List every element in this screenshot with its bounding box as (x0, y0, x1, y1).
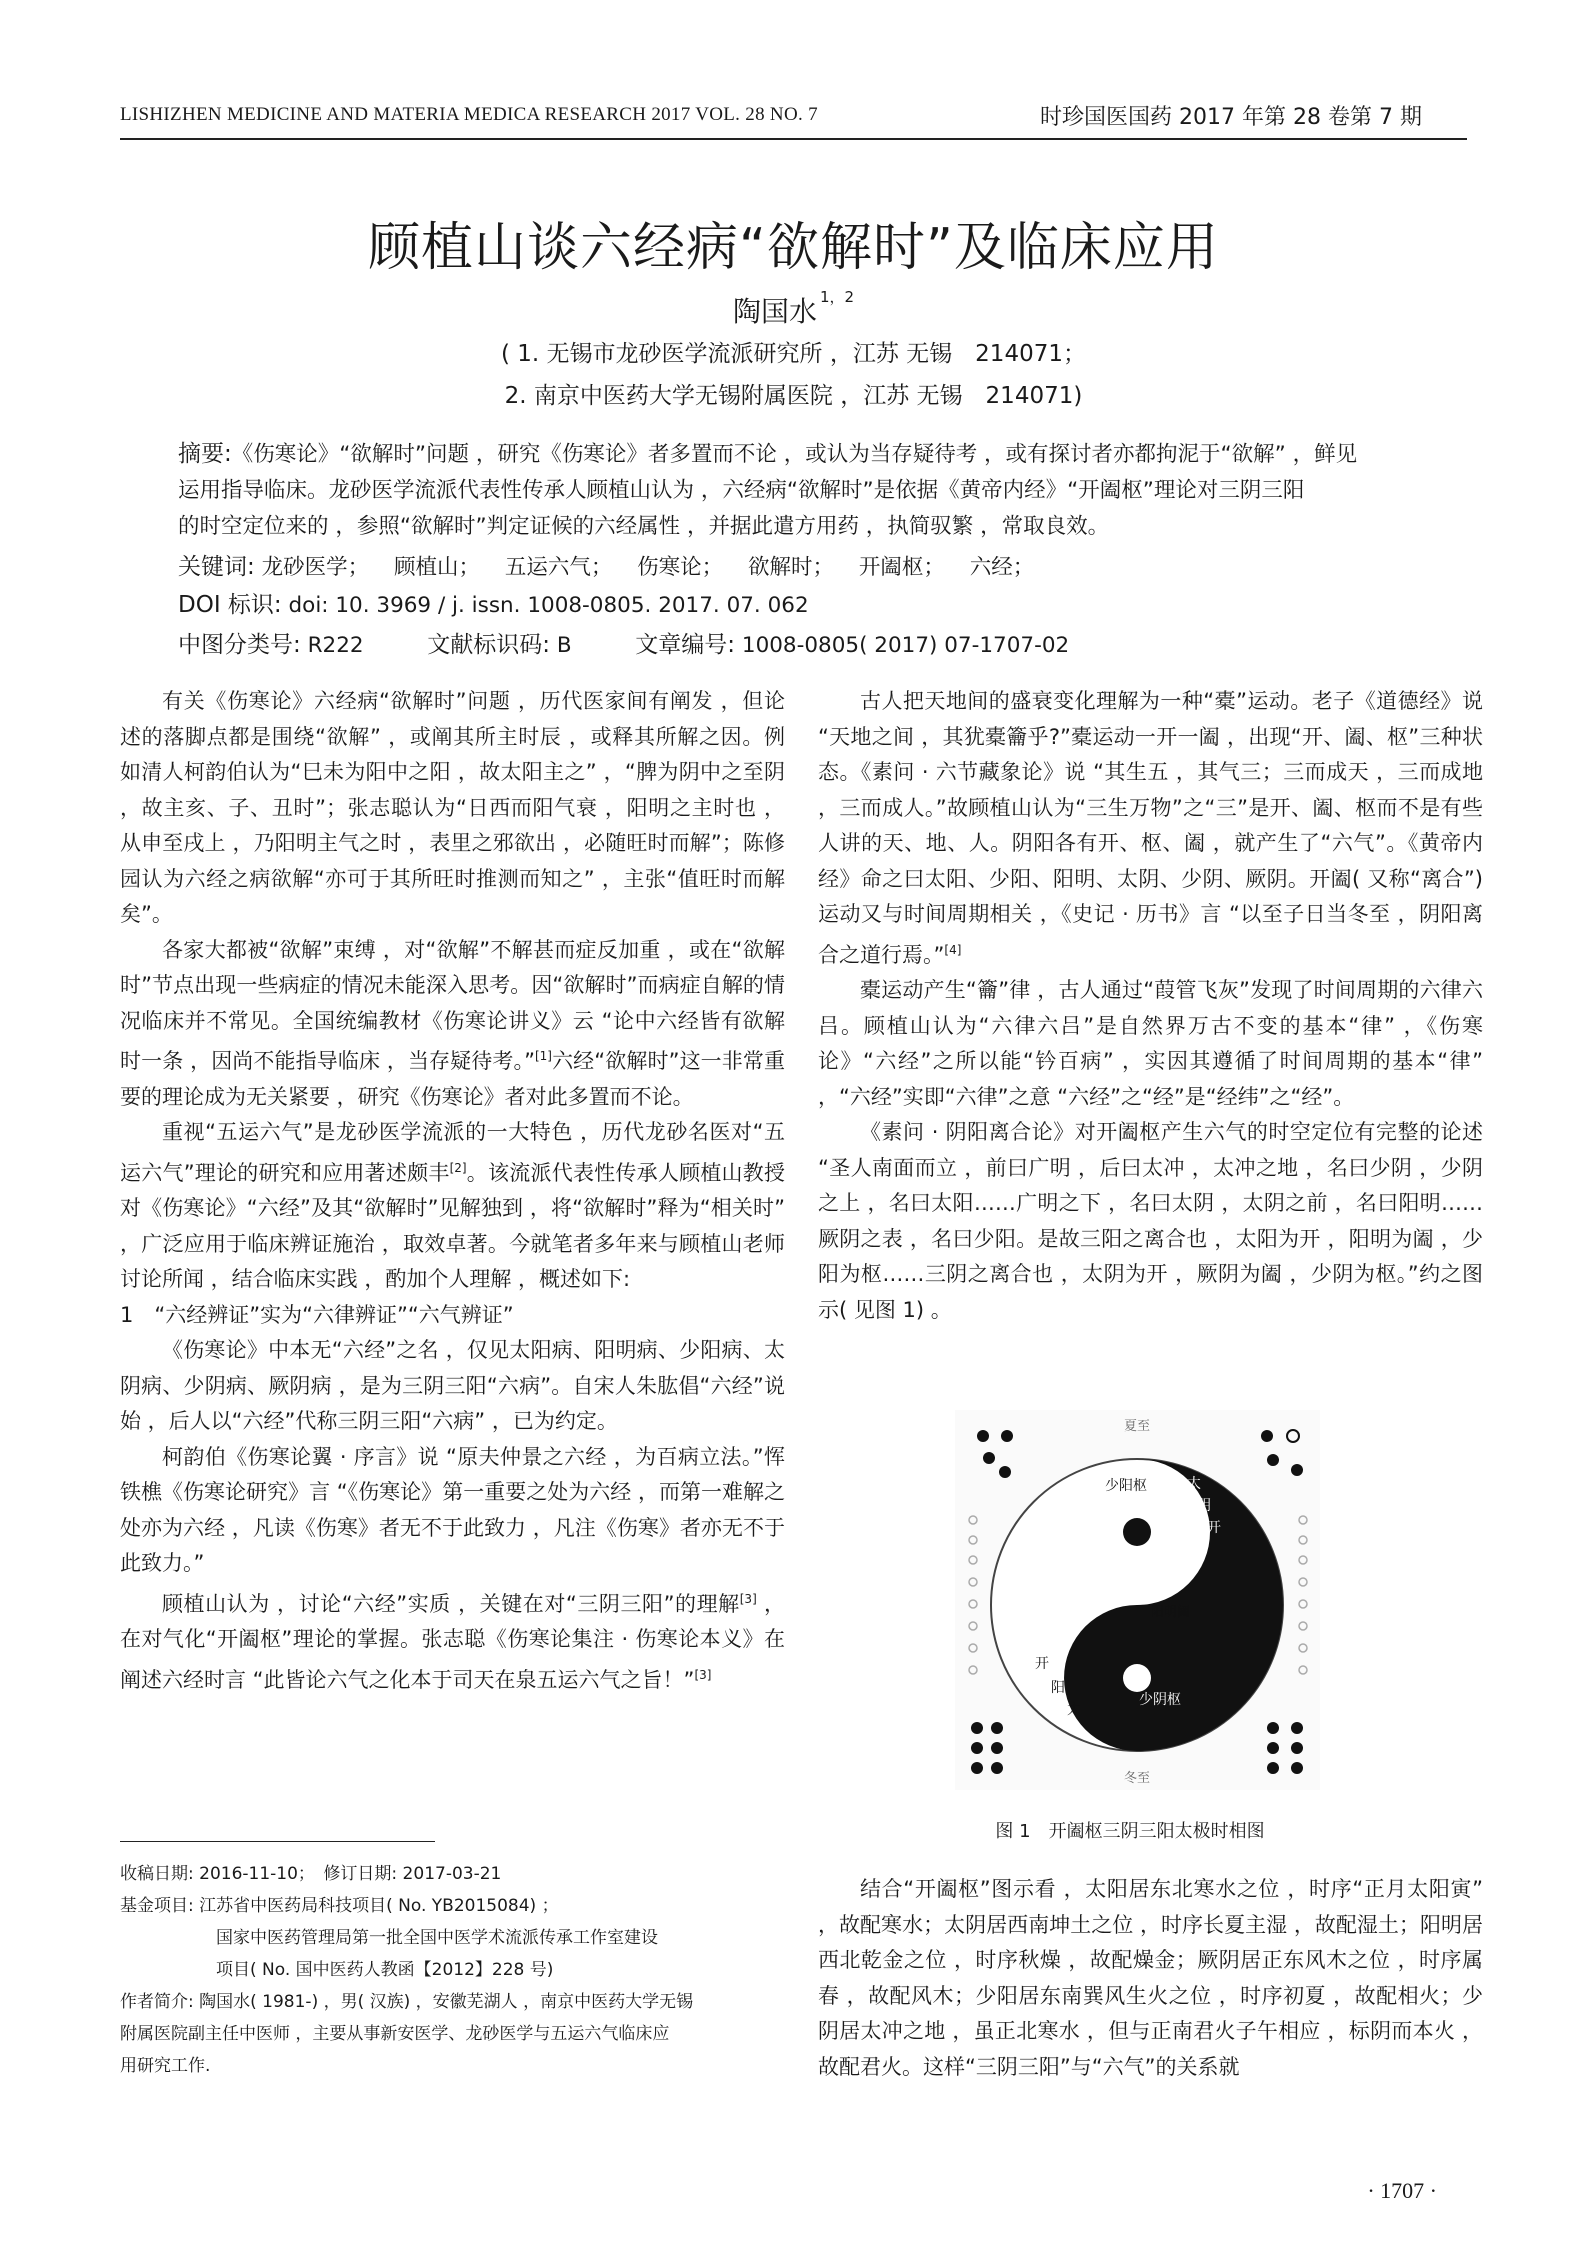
article-title: 顾植山谈六经病“欲解时”及临床应用 (368, 218, 1219, 278)
label-yangming-he: 阳明阖 (1151, 1605, 1191, 1620)
label-taiyang-3: 太 (1067, 1702, 1081, 1718)
clc-label: 中图分类号: (178, 632, 301, 658)
paragraph (120, 1115, 785, 1298)
label-taiyang-2: 阳 (1051, 1680, 1065, 1696)
page-number: · 1707 · (1367, 2178, 1437, 2203)
fund-line: 基金项目: 江苏省中医药局科技项目( No. YB2015084) ； (120, 1896, 559, 1916)
abstract (178, 436, 1428, 545)
label-taiyin-2: 阴 (1197, 1498, 1211, 1514)
right-column-bottom (818, 1872, 1483, 2085)
citation: [3] (739, 1591, 757, 1606)
abstract-line-3: 的时空定位来的 ，参照“欲解时”判定证候的六经属性 ，并据此遣方用药 ，执简驭繁 ，常取良效。 (178, 514, 1110, 539)
citation: [4] (944, 942, 962, 957)
abstract-line-1 (178, 436, 1428, 473)
doi (178, 587, 1428, 624)
paragraph (818, 684, 1483, 973)
paragraph: 橐运动产生“籥”律 ，古人通过“葭管飞灰”发现了时间周期的六律六吕。顾植山认为“六律六吕”是自然界万古不变的基本“律” ，《伤寒论》“六经”之所以能“钤百病” ，实因其遵循了时间周期的基本“律” ，“六经”实即“六律”之意 “六经”之“经”是“经纬”之“经”。 (818, 978, 1483, 1109)
keyword: 五运六气； (504, 555, 613, 580)
keyword: 欲解时； (748, 555, 835, 580)
citation: [2] (449, 1160, 467, 1175)
received-date: 收稿日期: 2016-11-10； 修订日期: 2017-03-21 (120, 1864, 502, 1884)
article-no-label: 文章编号: (635, 632, 736, 658)
author-bio-line: 用研究工作. (120, 2056, 211, 2076)
citation: [3] (694, 1667, 712, 1682)
text: 六经“欲解时”这一非常重要的理论成为无关紧要 ，研究《伤寒论》者对此多置而不论。 (120, 1049, 785, 1109)
abstract-text-1: 《伤寒论》“欲解时”问题 ，研究《伤寒论》者多置而不论 ，或认为当存疑待考 ，或有探讨者亦都拘泥于“欲解” ，鲜见 (231, 442, 1358, 467)
footnote-rule (120, 1841, 435, 1842)
text: 重视“五运六气”是龙砂医学流派的一大特色 ，历代龙砂名医对“五运六气”理论的研究和应用著述颇丰 (120, 1120, 785, 1185)
label-jueyin-he: 厥阴阖 (1052, 1603, 1092, 1618)
affiliation-1: ( 1. 无锡市龙砂医学流派研究所 ，江苏 无锡 214071； (501, 341, 1086, 367)
text: 顾植山认为 ，讨论“六经”实质 ，关键在对“三阴三阳”的理解 (162, 1591, 740, 1616)
text: ，在对气化“开阖枢”理论的掌握。张志聪《伤寒论集注 · 伤寒论本义》在阐述六经时言 “此皆论六气之化本于司天在泉五运六气之旨！” (120, 1591, 785, 1692)
taiji-figure (955, 1410, 1320, 1790)
text: 各家大都被“欲解”束缚 ，对“欲解”不解甚而症反加重 ，或在“欲解时”节点出现一些病症的情况未能深入思考。因“欲解时”而病症自解的情况临床并不常见。全国统编教材《伤寒论讲义》云 “论中六经皆有欲解时一条 ，因尚不能指导临床 ，当存疑待考。” (120, 937, 785, 1073)
clc-value: R222 (307, 633, 364, 658)
classification (178, 627, 1428, 664)
keyword: 龙砂医学； (261, 555, 370, 580)
section-heading: 1 “六经辨证”实为“六律辨证”“六气辨证” (120, 1302, 514, 1327)
label-shaoyin-shu: 少阴枢 (1139, 1692, 1181, 1708)
label-shaoyang-shu: 少阳枢 (1105, 1478, 1147, 1494)
paragraph: 《素问 · 阴阳离合论》对开阖枢产生六气的时空定位有完整的论述 “圣人南面而立 ，前曰广明 ，后曰太冲 ，太冲之地 ，名曰少阴 ，少阴之上 ，名曰太阳……广明之下 ，名曰太阴 ，太阴之前 ，名曰阳明……厥阴之表 ，名曰少阳。是故三阳之离合也 ，太阳为开 ，阳明为阖 ，少阳为枢……三阴之离合也 ，太阴为开 ，厥阴为阖 ，少阴为枢。”约之图示( 见图 1) 。 (818, 1120, 1483, 1322)
running-header-cn: 时珍国医国药 2017 年第 28 卷第 7 期 (1040, 105, 1422, 130)
doi-label: DOI 标识: (178, 592, 282, 618)
author-name: 陶国水 (732, 295, 817, 328)
label-taiyang-1: 开 (1035, 1656, 1049, 1672)
footnotes (120, 1858, 800, 2082)
doc-code-label: 文献标识码: (427, 632, 551, 658)
label-xiazhi: 夏至 (1123, 1419, 1151, 1434)
left-column (120, 684, 785, 1698)
text: 古人把天地间的盛衰变化理解为一种“橐”运动。老子《道德经》说 “天地之间 ，其犹橐籥乎?”橐运动一开一阖 ，出现“开、阖、枢”三种状态。《素问 · 六节藏象论》说 “其生五 ，其气三；三而成天 ，三而成地 ，三而成人。”故顾植山认为“三生万物”之“三”是开、阖、枢而不是有些人讲的天、地、人。阴阳各有开、枢、阖 ，就产生了“六气”。《黄帝内经》命之曰太阳、少阳、阳明、太阴、少阴、厥阴。开阖( 又称“离合”) 运动又与时间周期相关 ，《史记 · 历书》言 “以至子日当冬至 ，阴阳离合之道行焉。” (818, 689, 1483, 967)
label-taiyin-3: 开 (1207, 1520, 1221, 1536)
keyword: 六经； (969, 555, 1035, 580)
citation: [1] (534, 1049, 552, 1063)
keyword: 开阖枢； (858, 555, 945, 580)
paragraph (120, 933, 785, 1116)
keywords (178, 549, 1428, 586)
author-bio-line: 作者简介: 陶国水( 1981-) ，男( 汉族) ，安徽芜湖人 ，南京中医药大学无锡 (120, 1992, 694, 2012)
paragraph (120, 1582, 785, 1699)
keyword: 伤寒论； (637, 555, 724, 580)
label-dongzhi: 冬至 (1123, 1771, 1151, 1786)
running-header-en: LISHIZHEN MEDICINE AND MATERIA MEDICA RESEARCH 2017 VOL. 28 NO. 7 (120, 104, 818, 125)
text: 。该流派代表性传承人顾植山教授对《伤寒论》“六经”及其“欲解时”见解独到 ，将“欲解时”释为“相关时” ，广泛应用于临床辨证施治 ，取效卓著。今就笔者多年来与顾植山老师讨论所闻 ，结合临床实践 ，酌加个人理解 ，概述如下: (120, 1160, 786, 1291)
keywords-label: 关键词: (178, 554, 255, 580)
fund-line: 国家中医药管理局第一批全国中医学术流派传承工作室建设 (216, 1928, 658, 1948)
affiliation-2: 2. 南京中医药大学无锡附属医院 ，江苏 无锡 214071) (504, 383, 1083, 409)
doi-value: doi: 10. 3969 / j. issn. 1008-0805. 2017. 07. 062 (288, 593, 809, 618)
author-line (0, 290, 1587, 330)
abstract-line-2: 运用指导临床。龙砂医学流派代表性传承人顾植山认为 ，六经病“欲解时”是依据《黄帝内经》“开阖枢”理论对三阴三阳 (178, 478, 1305, 503)
paragraph: 结合“开阖枢”图示看 ，太阳居东北寒水之位 ，时序“正月太阳寅” ，故配寒水；太阴居西南坤土之位 ，时序长夏主湿 ，故配湿土；阳明居西北乾金之位 ，时序秋燥 ，故配燥金；厥阴居正东风木之位 ，时序属春 ，故配风木；少阳居东南巽风生火之位 ，时序初夏 ，故配相火；少阴居太冲之地 ，虽正北寒水 ，但与正南君火子午相应 ，标阴而本火 ，故配君火。这样“三阴三阳”与“六气”的关系就 (818, 1877, 1483, 2079)
taiji-symbol (991, 1459, 1283, 1751)
doc-code-value: B (556, 633, 572, 658)
right-column-top (818, 684, 1483, 1328)
author-bio-line: 附属医院副主任中医师 ，主要从事新安医学、龙砂医学与五运六气临床应 (120, 2024, 670, 2044)
abstract-label: 摘要: (178, 441, 232, 467)
paragraph: 柯韵伯《伤寒论翼 · 序言》说 “原夫仲景之六经 ，为百病立法。”恽铁樵《伤寒论研究》言 “《伤寒论》第一重要之处为六经 ，而第一难解之处亦为六经 ，凡读《伤寒》者无不于此致力 ，凡注《伤寒》者亦无不于此致力。” (120, 1444, 785, 1575)
fund-line: 项目( No. 国中医药人教函【2012】228 号) (216, 1960, 554, 1980)
header-rule (120, 138, 1467, 140)
article-no-value: 1008-0805( 2017) 07-1707-02 (741, 633, 1070, 658)
paragraph: 有关《伤寒论》六经病“欲解时”问题 ，历代医家间有阐发 ，但论述的落脚点都是围绕“欲解” ，或阐其所主时辰 ，或释其所解之因。例如清人柯韵伯认为“巳未为阳中之阳 ，故太阳主之” ，“脾为阴中之至阴 ，故主亥、子、丑时”；张志聪认为“日西而阳气衰 ，阳明之主时也 ，从申至戌上 ，乃阳明主气之时 ，表里之邪欲出 ，必随旺时而解”；陈修园认为六经之病欲解“亦可于其所旺时推测而知之” ，主张“值旺时而解矣”。 (120, 689, 785, 926)
figure-caption: 图 1 开阖枢三阴三阳太极时相图 (995, 1821, 1265, 1842)
label-taiyin-1: 太 (1187, 1476, 1201, 1492)
keyword: 顾植山； (393, 555, 480, 580)
author-affil-sup: 1，2 (819, 288, 855, 306)
paragraph: 《伤寒论》中本无“六经”之名 ，仅见太阳病、阳明病、少阳病、太阴病、少阴病、厥阴病 ，是为三阴三阳“六病”。自宋人朱肱倡“六经”说始 ，后人以“六经”代称三阴三阳“六病” ，已为约定。 (120, 1338, 785, 1433)
